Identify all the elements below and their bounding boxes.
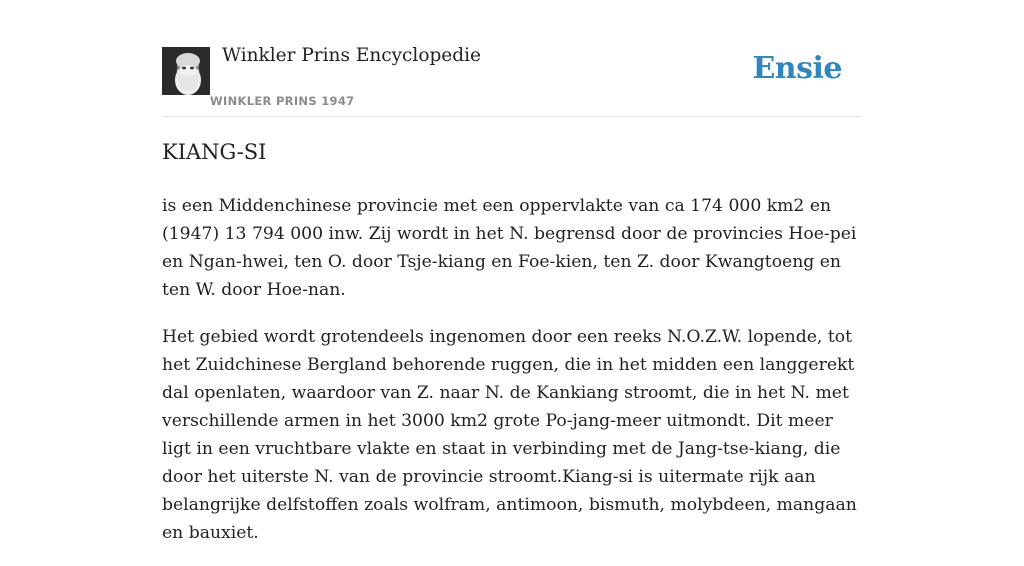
article-title: KIANG-SI	[162, 140, 267, 164]
header	[162, 44, 862, 117]
bearded-man-portrait-icon	[162, 47, 210, 95]
site-title[interactable]: Winkler Prins Encyclopedie	[222, 45, 481, 66]
article-body	[162, 192, 862, 566]
article-paragraph: Het gebied wordt grotendeels ingenomen door een reeks N.O.Z.W. lopende, tot het Zuidchinese Bergland behorende ruggen, die in het midden een langgerekt dal openlaten, waardoor van Z. naar N. de Kankiang stroomt, die in het N. met verschillende armen in het 3000 km2 grote Po-jang-meer uitmondt. Dit meer ligt in een vruchtbare vlakte en staat in verbinding met de Jang-tse-kiang, die door het uiterste N. van de provincie stroomt.Kiang-si is uitermate rijk aan belangrijke delfstoffen zoals wolfram, antimoon, bismuth, molybdeen, mangaan en bauxiet.	[162, 327, 857, 543]
avatar[interactable]	[162, 47, 210, 95]
brand-logo[interactable]: Ensie	[752, 51, 842, 86]
article-paragraph: is een Middenchinese provincie met een oppervlakte van ca 174 000 km2 en (1947) 13 794 000 inw. Zij wordt in het N. begrensd door de provincies Hoe-pei en Ngan-hwei, ten O. door Tsje-kiang en Foe-kien, ten Z. door Kwangtoeng en ten W. door Hoe-nan.	[162, 196, 857, 300]
site-subtitle: WINKLER PRINS 1947	[210, 94, 355, 108]
